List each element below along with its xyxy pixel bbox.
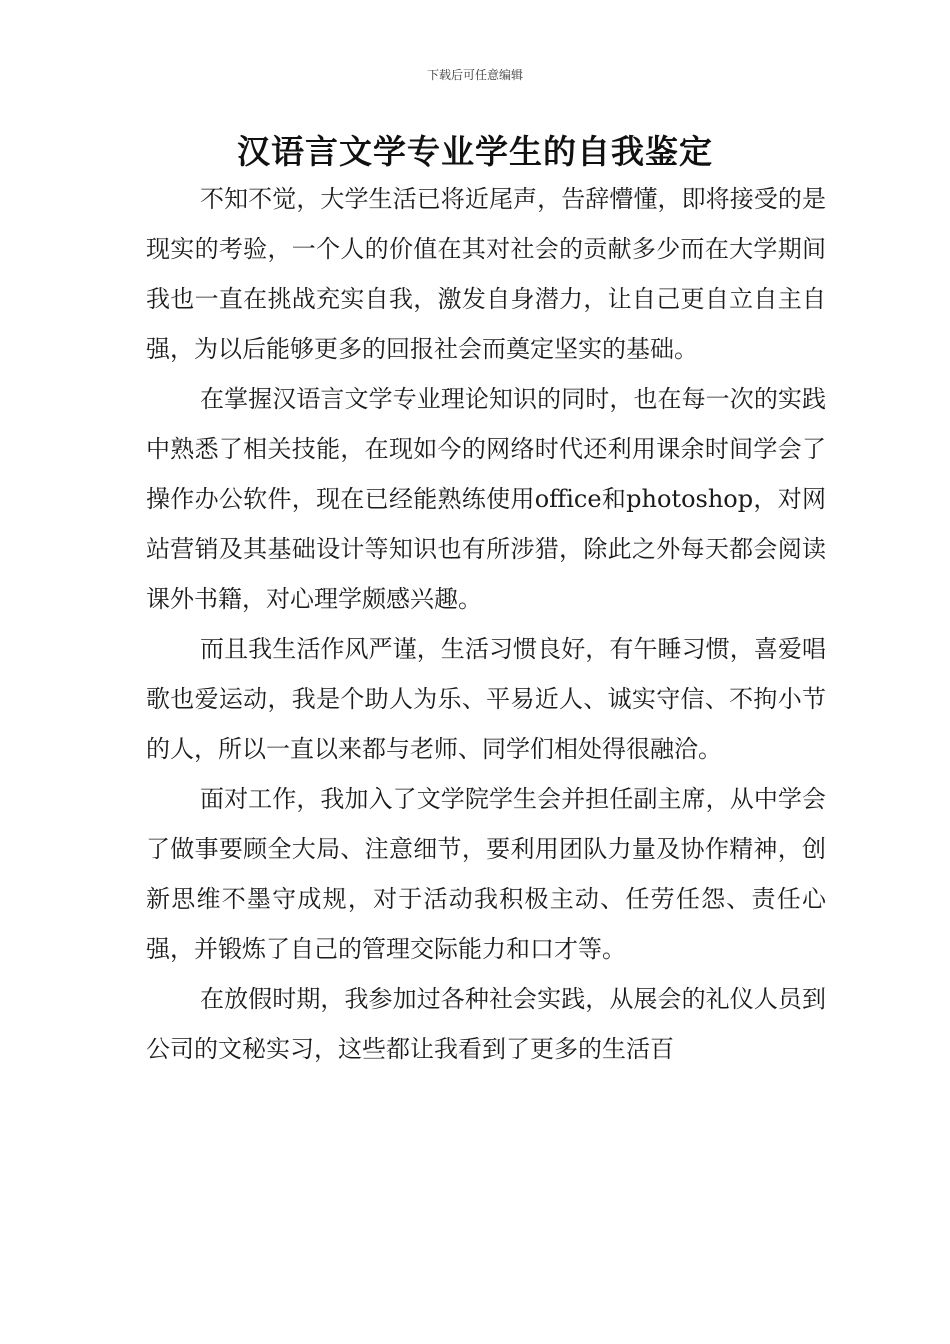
header-note: 下载后可任意编辑 [426,68,523,82]
paragraph-5: 在放假时期，我参加过各种社会实践，从展会的礼仪人员到公司的文秘实习，这些都让我看到了更多的生活百 [146,985,826,1063]
paragraph-1: 不知不觉，大学生活已将近尾声，告辞懵懂，即将接受的是现实的考验，一个人的价值在其对社会的贡献多少而在大学期间我也一直在挑战充实自我，激发自身潜力，让自己更自立自主自强，为以后能够更多的回报社会而奠定坚实的基础。 [146,185,826,363]
paragraph-2: 在掌握汉语言文学专业理论知识的同时，也在每一次的实践中熟悉了相关技能，在现如今的网络时代还利用课余时间学会了操作办公软件，现在已经能熟练使用office和photoshop，对网站营销及其基础设计等知识也有所涉猎，除此之外每天都会阅读课外书籍，对心理学颇感兴趣。 [146,385,826,613]
paragraph-4: 面对工作，我加入了文学院学生会并担任副主席，从中学会了做事要顾全大局、注意细节，要利用团队力量及协作精神，创新思维不墨守成规，对于活动我积极主动、任劳任怨、责任心强，并锻炼了自己的管理交际能力和口才等。 [146,785,826,963]
document-body [146,174,826,1074]
document-title: 汉语言文学专业学生的自我鉴定 [237,132,713,171]
paragraph-3: 而且我生活作风严谨，生活习惯良好，有午睡习惯，喜爱唱歌也爱运动，我是个助人为乐、平易近人、诚实守信、不拘小节的人，所以一直以来都与老师、同学们相处得很融洽。 [146,635,826,763]
